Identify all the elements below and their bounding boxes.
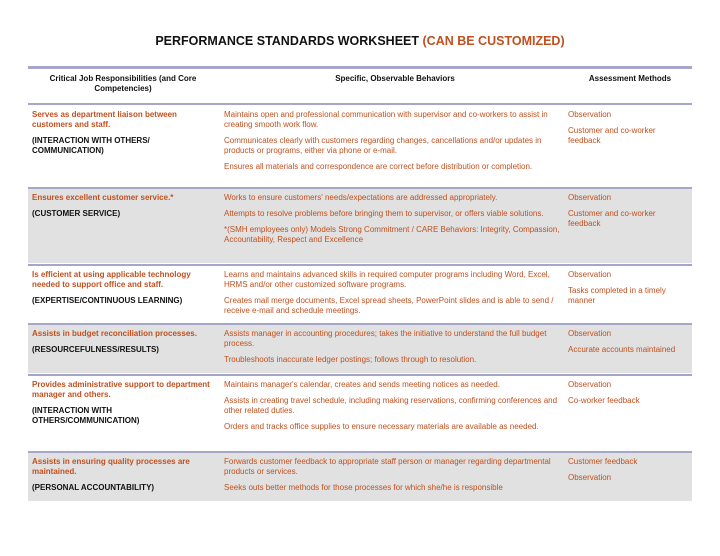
method-text: Observation (568, 380, 612, 389)
behavior-text: Creates mail merge documents, Excel spread sheets, PowerPoint slides and is able to send / receive e-mail and schedule meetings. (224, 296, 554, 315)
competency-label: (INTERACTION WITH OTHERS/ COMMUNICATION) (32, 136, 150, 155)
table-row (28, 106, 692, 186)
responsibility-text: Ensures excellent customer service.* (32, 193, 174, 202)
responsibility-text: Assists in ensuring quality processes are maintained. (32, 457, 190, 476)
method-text: Co-worker feedback (568, 396, 640, 405)
behavior-text: Attempts to resolve problems before bringing them to supervisor, or offers viable solutions. (224, 209, 544, 218)
method-text: Tasks completed in a timely manner (568, 286, 666, 305)
table-row (28, 453, 692, 501)
behavior-text: Troubleshoots inaccurate ledger postings; follows through to resolution. (224, 355, 477, 364)
behavior-text: Learns and maintains advanced skills in required computer programs including Word, Excel, HRMS and/or other customized software programs. (224, 270, 550, 289)
table-row (28, 266, 692, 322)
behavior-text: Maintains open and professional communication with supervisor and co-workers to assist in creating smooth work flow. (224, 110, 548, 129)
top-rule (28, 66, 692, 69)
behavior-text: Seeks outs better methods for those processes for which she/he is responsible (224, 483, 503, 492)
title-main: PERFORMANCE STANDARDS WORKSHEET (155, 34, 420, 48)
page-title (0, 34, 720, 48)
method-text: Observation (568, 329, 612, 338)
method-text: Observation (568, 193, 612, 202)
responsibility-text: Is efficient at using applicable technology needed to support office and staff. (32, 270, 191, 289)
header-responsibilities: Critical Job Responsibilities (and Core Competencies) (49, 74, 197, 93)
behavior-text: Ensures all materials and correspondence are correct before distribution or completion. (224, 162, 533, 171)
behavior-text: Maintains manager's calendar, creates and sends meeting notices as needed. (224, 380, 500, 389)
table-row (28, 189, 692, 263)
header-behaviors: Specific, Observable Behaviors (335, 74, 455, 83)
title-custom-note: (CAN BE CUSTOMIZED) (422, 34, 565, 48)
competency-label: (CUSTOMER SERVICE) (32, 209, 121, 218)
competency-label: (PERSONAL ACCOUNTABILITY) (32, 483, 155, 492)
behavior-text: *(SMH employees only) Models Strong Commitment / CARE Behaviors: Integrity, Compassion, Accountability, Respect and Excellence (224, 225, 560, 244)
behavior-text: Works to ensure customers' needs/expectations are addressed appropriately. (224, 193, 498, 202)
behavior-text: Orders and tracks office supplies to ensure necessary materials are available as needed. (224, 422, 539, 431)
competency-label: (EXPERTISE/CONTINUOUS LEARNING) (32, 296, 183, 305)
behavior-text: Assists in creating travel schedule, including making reservations, confirming conferences and other related duties. (224, 396, 558, 415)
method-text: Customer and co-worker feedback (568, 209, 656, 228)
behavior-text: Forwards customer feedback to appropriate staff person or manager regarding departmental products or services. (224, 457, 551, 476)
method-text: Observation (568, 473, 612, 482)
method-text: Accurate accounts maintained (568, 345, 676, 354)
behavior-text: Communicates clearly with customers regarding changes, cancellations and/or updates in products or programs, either via phone or e-mail. (224, 136, 542, 155)
table-row (28, 376, 692, 450)
competency-label: (RESOURCEFULNESS/RESULTS) (32, 345, 159, 354)
method-text: Observation (568, 110, 612, 119)
method-text: Customer feedback (568, 457, 638, 466)
competency-label: (INTERACTION WITH OTHERS/COMMUNICATION) (32, 406, 140, 425)
header-methods: Assessment Methods (588, 74, 672, 83)
table-header (28, 70, 692, 104)
method-text: Observation (568, 270, 612, 279)
behavior-text: Assists manager in accounting procedures; takes the initiative to understand the full budget process. (224, 329, 547, 348)
table-row (28, 325, 692, 373)
method-text: Customer and co-worker feedback (568, 126, 656, 145)
responsibility-text: Serves as department liaison between customers and staff. (32, 110, 177, 129)
header-rule (28, 103, 692, 105)
responsibility-text: Provides administrative support to department manager and others. (32, 380, 210, 399)
responsibility-text: Assists in budget reconciliation processes. (32, 329, 197, 338)
